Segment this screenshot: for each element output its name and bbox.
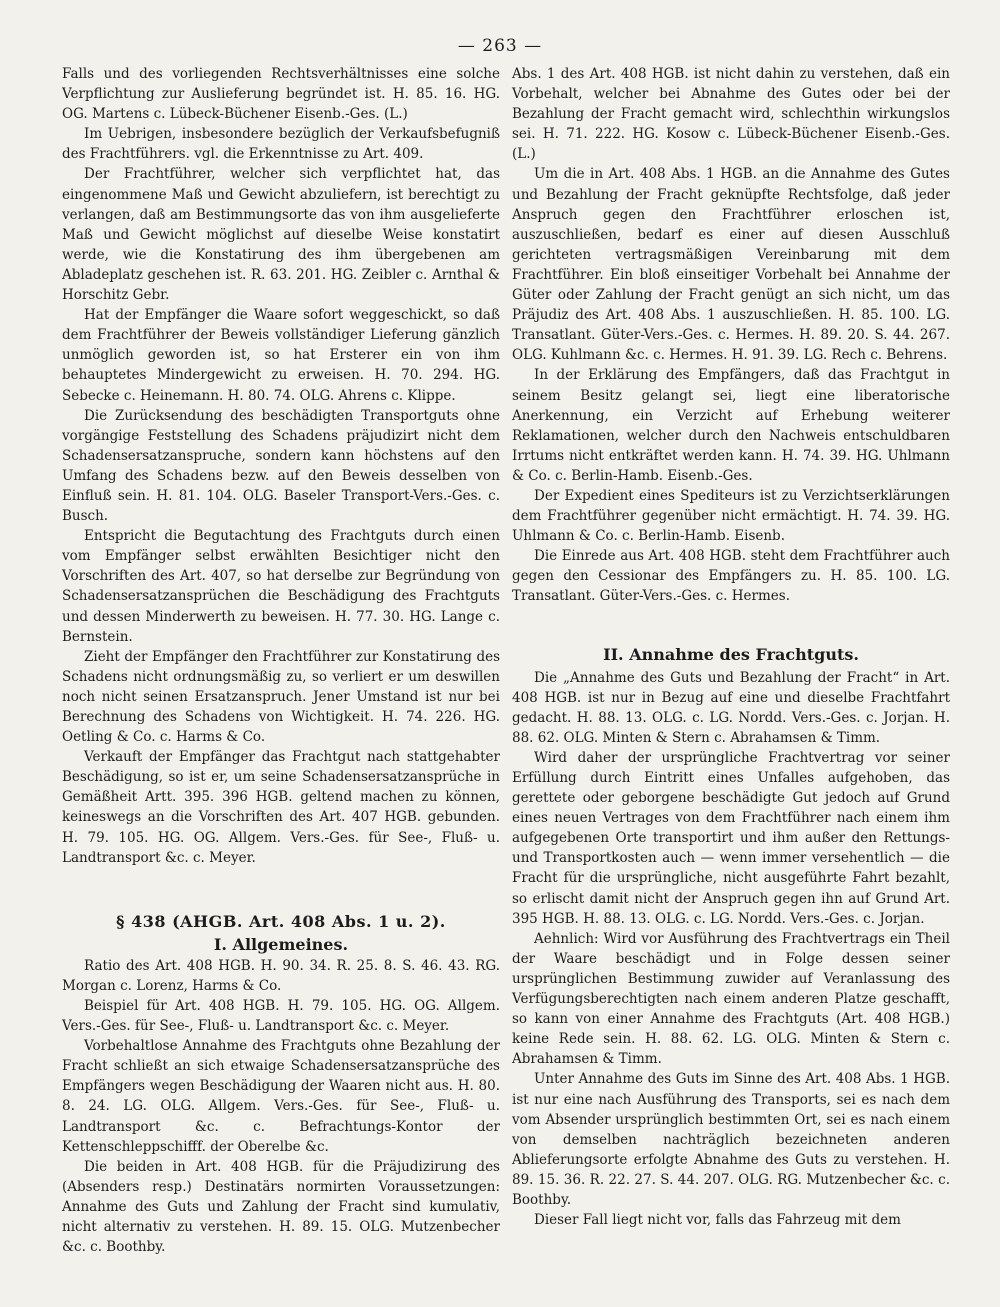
section-heading: § 438 (AHGB. Art. 408 Abs. 1 u. 2).	[116, 911, 446, 931]
paragraph: Vorbehaltlose Annahme des Frachtguts ohne Bezahlung der Fracht schließt an sich etwaige Schadensersatzansprüche des Empfängers wegen Beschädigung der Waaren nicht aus. H. 80. 8. 24. LG. OLG. Allgem. Vers.-Ges. für See-, Fluß- u. Landtransport &c. c. Befrachtungs-Kontor der Kettenschleppschifff. der Oberelbe &c.	[62, 1038, 500, 1155]
paragraph: Der Expedient eines Spediteurs ist zu Verzichtserklärungen dem Frachtführer gegenüber nicht ermächtigt. H. 74. 39. HG. Uhlmann & Co. c. Berlin-Hamb. Eisenb.	[512, 487, 950, 545]
paragraph: Ratio des Art. 408 HGB. H. 90. 34. R. 25. 8. S. 46. 43. RG. Morgan c. Lorenz, Harms & Co.	[62, 957, 500, 994]
page-number: — 263 —	[457, 36, 543, 56]
paragraph: Aehnlich: Wird vor Ausführung des Frachtvertrags ein Theil der Waare beschädigt und in Folge dessen seiner ursprünglichen Bestimmung zuwider auf Veranlassung des Verfügungsberechtigten nach einem anderen Platze geschafft, so kann von einer Annahme des Frachtguts (Art. 408 HGB.) keine Rede sein. H. 88. 62. LG. OLG. Minten & Stern c. Abrahamsen & Timm.	[512, 930, 950, 1068]
paragraph: Um die in Art. 408 Abs. 1 HGB. an die Annahme des Gutes und Bezahlung der Fracht geknüpfte Rechtsfolge, daß jeder Anspruch gegen den Frachtführer erloschen ist, auszuschließen, bedarf es einer auf diesen Ausschluß gerichteten vertragsmäßigen Vereinbarung mit dem Frachtführer. Ein bloß einseitiger Vorbehalt bei Annahme der Güter oder Zahlung der Fracht genügt an sich nicht, um das Präjudiz des Art. 408 Abs. 1 auszuschließen. H. 85. 100. LG. Transatlant. Güter-Vers.-Ges. c. Hermes. H. 89. 20. S. 44. 267. OLG. Kuhlmann &c. c. Hermes. H. 91. 39. LG. Rech c. Behrens.	[512, 166, 950, 364]
paragraph: Dieser Fall liegt nicht vor, falls das Fahrzeug mit dem	[534, 1212, 901, 1229]
subsection-heading: II. Annahme des Frachtguts.	[603, 644, 859, 664]
paragraph: Die beiden in Art. 408 HGB. für die Präjudizirung des (Absenders resp.) Destinatärs normirten Voraussetzungen: Annahme des Guts und Zahlung der Fracht sind kumulativ, nicht alternativ zu verstehen. H. 89. 15. OLG. Mutzenbecher &c. c. Boothby.	[62, 1158, 500, 1256]
paragraph: Verkauft der Empfänger das Frachtgut nach stattgehabter Beschädigung, so ist er, um seine Schadensersatzansprüche in Gemäßheit Artt. 395. 396 HGB. geltend machen zu können, keineswegs an die Vorschriften des Art. 407 HGB. gebunden. H. 79. 105. HG. OG. Allgem. Vers.-Ges. für See-, Fluß- u. Landtransport &c. c. Meyer.	[62, 749, 500, 866]
paragraph: Die Einrede aus Art. 408 HGB. steht dem Frachtführer auch gegen den Cessionar des Empfängers zu. H. 85. 100. LG. Transatlant. Güter-Vers.-Ges. c. Hermes.	[512, 548, 950, 605]
paragraph: Entspricht die Begutachtung des Frachtguts durch einen vom Empfänger selbst erwählten Besichtiger nicht den Vorschriften des Art. 407, so hat derselbe zur Begründung von Schadensersatzansprüchen die Beschädigung des Frachtguts und dessen Minderwerth zu beweisen. H. 77. 30. HG. Lange c. Bernstein.	[62, 528, 500, 645]
paragraph: Zieht der Empfänger den Frachtführer zur Konstatirung des Schadens nicht ordnungsmäßig zu, so verliert er um deswillen noch nicht seinen Ersatzanspruch. Jener Umstand ist nur bei Berechnung des Schadens von Wichtigkeit. H. 74. 226. HG. Oetling & Co. c. Harms & Co.	[62, 648, 500, 746]
paragraph: Die „Annahme des Guts und Bezahlung der Fracht“ in Art. 408 HGB. ist nur in Bezug auf eine und dieselbe Frachtfahrt gedacht. H. 88. 13. OLG. c. LG. Nordd. Vers.-Ges. c. Jorjan. H. 88. 62. OLG. Minten & Stern c. Abrahamsen & Timm.	[512, 669, 950, 746]
paragraph: Falls und des vorliegenden Rechtsverhältnisses eine solche Verpflichtung zur Auslieferung begründet ist. H. 85. 16. HG. OG. Martens c. Lübeck-Büchener Eisenb.-Ges. (L.)	[62, 66, 500, 123]
paragraph: In der Erklärung des Empfängers, daß das Frachtgut in seinem Besitz gelangt sei, liegt eine liberatorische Anerkennung, ein Verzicht auf Erhebung weiterer Reklamationen, welcher durch den Nachweis entschuldbaren Irrtums nicht entkräftet werden kann. H. 74. 39. HG. Uhlmann & Co. c. Berlin-Hamb. Eisenb.-Ges.	[512, 367, 950, 484]
paragraph: Wird daher der ursprüngliche Frachtvertrag vor seiner Erfüllung durch Eintritt eines Unfalles aufgehoben, das gerettete oder geborgene beschädigte Gut jedoch auf Grund eines neuen Vertrages von dem Frachtführer nach einem ihm aufgegebenen Orte transportirt und ihm außer den Rettungs- und Transportkosten auch — wenn immer versehentlich — die Fracht für die ursprüngliche, nicht ausgeführte Fahrt bezahlt, so erlischt damit nicht der Anspruch gegen ihn auf Grund Art. 395 HGB. H. 88. 13. OLG. c. LG. Nordd. Vers.-Ges. c. Jorjan.	[512, 749, 950, 927]
paragraph: Abs. 1 des Art. 408 HGB. ist nicht dahin zu verstehen, daß ein Vorbehalt, welcher bei Abnahme des Gutes oder bei der Bezahlung der Fracht gemacht wird, schlechthin wirkungslos sei. H. 71. 222. HG. Kosow c. Lübeck-Büchener Eisenb.-Ges. (L.)	[512, 66, 950, 163]
left-column	[62, 64, 500, 1257]
paragraph: Die Zurücksendung des beschädigten Transportguts ohne vorgängige Feststellung des Schadens präjudizirt nicht dem Schadensersatzanspruche, sondern kann höchstens auf den Umfang des Schadens bezw. auf den Beweis desselben von Einfluß sein. H. 81. 104. OLG. Baseler Transport-Vers.-Ges. c. Busch.	[62, 407, 500, 525]
right-column	[512, 64, 950, 1230]
paragraph: Beispiel für Art. 408 HGB. H. 79. 105. HG. OG. Allgem. Vers.-Ges. für See-, Fluß- u. Landtransport &c. c. Meyer.	[62, 997, 500, 1035]
paragraph: Hat der Empfänger die Waare sofort weggeschickt, so daß dem Frachtführer der Beweis vollständiger Lieferung gänzlich unmöglich geworden ist, so hat Ersterer ein von ihm behauptetes Mindergewicht zu erweisen. H. 70. 294. HG. Sebecke c. Heinemann. H. 80. 74. OLG. Ahrens c. Klippe.	[62, 307, 500, 404]
subsection-heading: I. Allgemeines.	[213, 934, 349, 954]
paragraph: Unter Annahme des Guts im Sinne des Art. 408 Abs. 1 HGB. ist nur eine nach Ausführung des Transports, sei es nach dem vom Absender ursprünglich bestimmten Ort, sei es nach einem von demselben nachträglich bezeichneten anderen Ablieferungsorte erfolgte Abnahme des Guts zu verstehen. H. 89. 15. 36. R. 22. 27. S. 44. 207. OLG. RG. Mutzenbecher &c. c. Boothby.	[512, 1071, 950, 1208]
paragraph: Im Uebrigen, insbesondere bezüglich der Verkaufsbefugniß des Frachtführers. vgl. die Erkenntnisse zu Art. 409.	[62, 126, 500, 163]
paragraph: Der Frachtführer, welcher sich verpflichtet hat, das eingenommene Maß und Gewicht abzuliefern, ist berechtigt zu verlangen, daß am Bestimmungsorte das von ihm ausgelieferte Maß und Gewicht möglichst auf dieselbe Weise konstatirt werde, wie die Konstatirung des ihm übergebenen am Abladeplatz geschehen ist. R. 63. 201. HG. Zeibler c. Arnthal & Horschitz Gebr.	[62, 166, 500, 304]
